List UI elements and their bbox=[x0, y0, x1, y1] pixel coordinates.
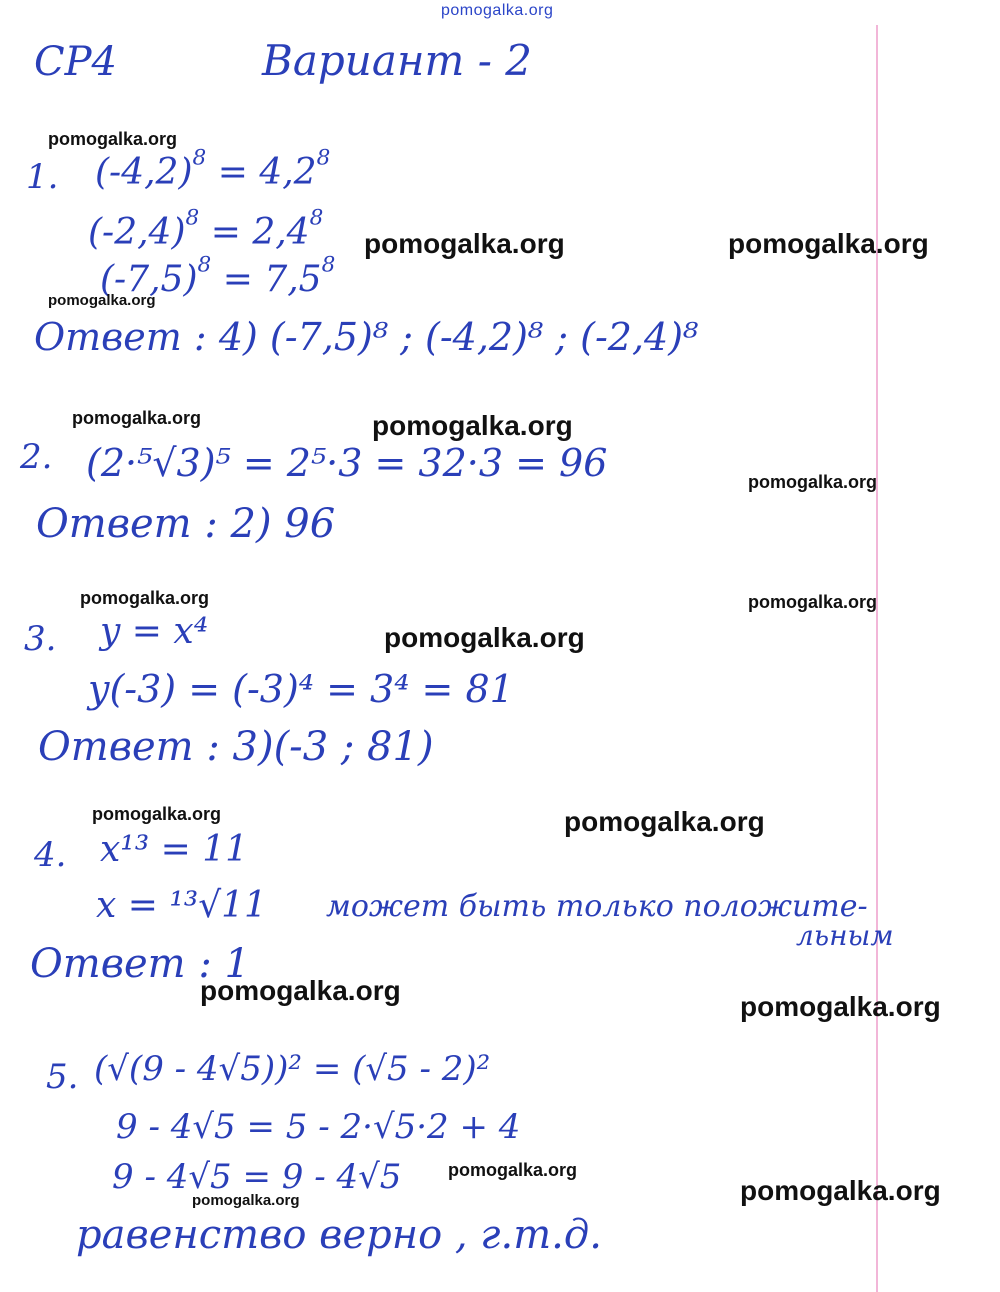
problem-1-line-3: $(-7,5)^8 = 7,5^8$ bbox=[100, 252, 336, 300]
work-title: СР4 bbox=[34, 39, 117, 85]
problem-4-answer: Ответ : 1 bbox=[30, 941, 250, 987]
variant-title: Вариант - 2 bbox=[262, 36, 532, 85]
watermark: pomogalka.org bbox=[372, 410, 573, 441]
watermark: pomogalka.org bbox=[448, 1160, 578, 1180]
watermark: pomogalka.org bbox=[92, 804, 222, 824]
watermark: pomogalka.org bbox=[80, 588, 210, 608]
watermark: pomogalka.org bbox=[72, 408, 202, 428]
problem-4-line-1: x¹³ = 11 bbox=[100, 829, 249, 870]
problem-1-answer: Ответ : 4) (-7,5)⁸ ; (-4,2)⁸ ; (-2,4)⁸ bbox=[34, 315, 699, 359]
watermark: pomogalka.org bbox=[740, 991, 941, 1022]
problem-5-number: 5. bbox=[46, 1057, 79, 1097]
problem-4-number: 4. bbox=[34, 835, 67, 875]
problem-5-line-1: (√(9 - 4√5))² = (√5 - 2)² bbox=[94, 1049, 491, 1089]
problem-2-line-1: (2·⁵√3)⁵ = 2⁵·3 = 32·3 = 96 bbox=[86, 441, 608, 485]
watermark: pomogalka.org bbox=[740, 1175, 941, 1206]
watermark: pomogalka.org bbox=[384, 622, 585, 653]
top-site-label: pomogalka.org bbox=[441, 2, 554, 19]
problem-1-line-1: $(-4,2)^8 = 4,2^8$ bbox=[95, 145, 331, 193]
watermark: pomogalka.org bbox=[564, 806, 765, 837]
watermark: pomogalka.org bbox=[364, 228, 565, 259]
watermark: pomogalka.org bbox=[48, 129, 178, 149]
problem-5-line-3: 9 - 4√5 = 9 - 4√5 bbox=[112, 1157, 402, 1197]
problem-5-conclusion: равенство верно , г.т.д. bbox=[76, 1212, 602, 1258]
watermark: pomogalka.org bbox=[748, 472, 878, 492]
watermark: pomogalka.org bbox=[200, 975, 401, 1006]
problem-3-number: 3. bbox=[24, 619, 57, 659]
problem-2-answer: Ответ : 2) 96 bbox=[36, 501, 336, 547]
watermark: pomogalka.org bbox=[48, 292, 156, 309]
problem-1-number: 1. bbox=[26, 157, 59, 197]
problem-4-note-continued: льным bbox=[796, 919, 894, 952]
watermark: pomogalka.org bbox=[728, 228, 929, 259]
notebook-margin-line bbox=[876, 25, 878, 1292]
problem-1-line-2: $(-2,4)^8 = 2,4^8$ bbox=[88, 205, 324, 253]
problem-2-number: 2. bbox=[20, 437, 53, 477]
problem-3-answer: Ответ : 3)(-3 ; 81) bbox=[38, 724, 434, 770]
problem-4-note: может быть только положите- bbox=[326, 889, 868, 924]
problem-3-line-2: y(-3) = (-3)⁴ = 3⁴ = 81 bbox=[88, 667, 514, 711]
watermark: pomogalka.org bbox=[748, 592, 878, 612]
problem-3-line-1: y = x⁴ bbox=[100, 611, 209, 652]
problem-4-line-2: x = ¹³√11 bbox=[96, 885, 267, 926]
problem-5-line-2: 9 - 4√5 = 5 - 2·√5·2 + 4 bbox=[116, 1107, 521, 1147]
watermark: pomogalka.org bbox=[192, 1192, 300, 1209]
